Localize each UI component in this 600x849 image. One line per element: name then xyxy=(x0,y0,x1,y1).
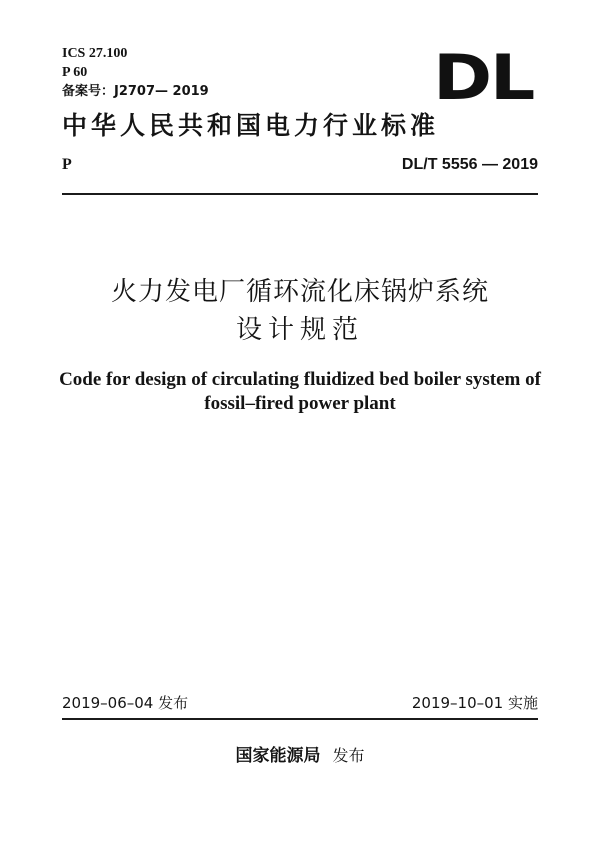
class-code: P xyxy=(62,156,72,173)
english-title-line1: Code for design of circulating fluidized bed boiler system of xyxy=(59,369,541,390)
classification-code: P 60 xyxy=(62,65,88,80)
standard-number: DL/T 5556 — 2019 xyxy=(401,156,538,173)
top-divider xyxy=(62,193,538,195)
bottom-divider xyxy=(62,718,538,720)
meta-block xyxy=(62,44,209,101)
publisher xyxy=(0,741,600,766)
chinese-title-line2: 设计规范 xyxy=(235,315,364,345)
effective-date: 2019–10–01 实施 xyxy=(411,694,538,712)
record-number: 备案号：J2707— 2019 xyxy=(62,84,209,99)
dl-logo: DL xyxy=(433,41,534,114)
issue-date: 2019–06–04 发布 xyxy=(62,694,189,712)
english-title-line2: fossil–fired power plant xyxy=(204,393,396,414)
publisher-action: 发布 xyxy=(332,746,365,765)
standard-category-title: 中华人民共和国电力行业标准 xyxy=(62,111,440,140)
ics-code: ICS 27.100 xyxy=(62,46,128,61)
publisher-org: 国家能源局 xyxy=(235,746,321,766)
chinese-title-line1: 火力发电厂循环流化床锅炉系统 xyxy=(110,277,489,307)
